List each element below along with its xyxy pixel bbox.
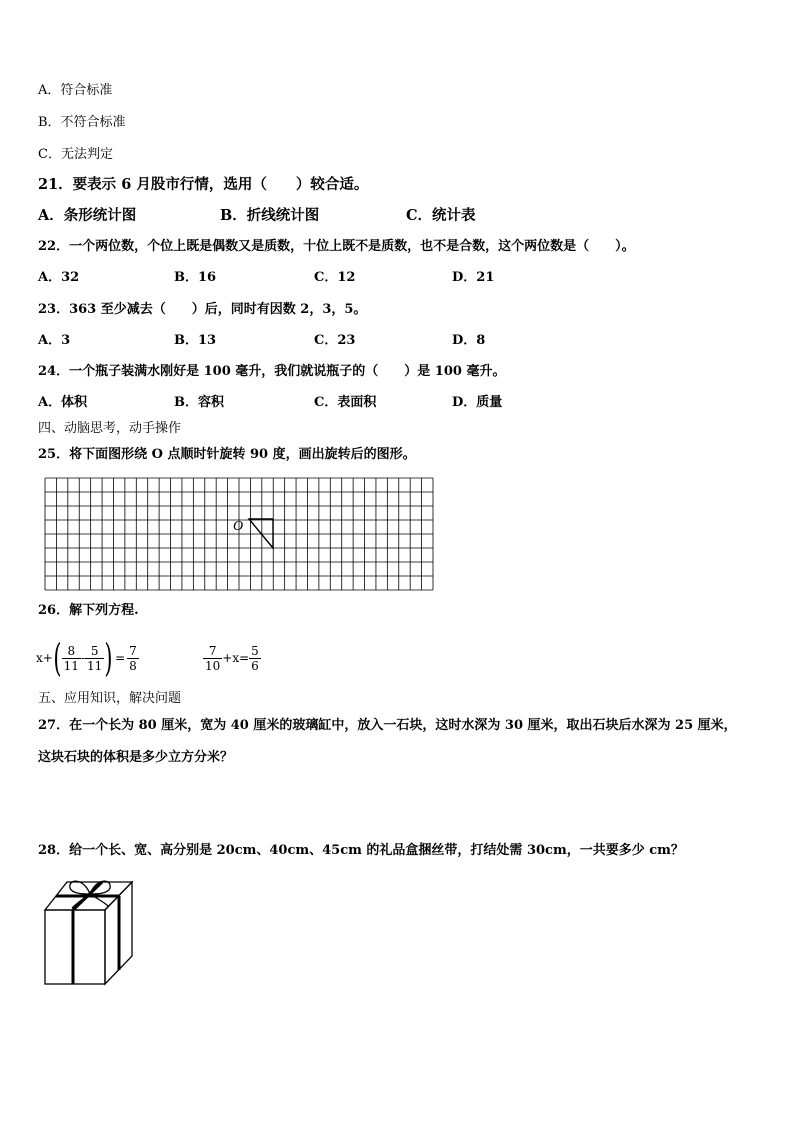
eq2-fraction-a — [203, 644, 222, 673]
q21-option-c: C．统计表 — [406, 207, 476, 224]
q21-question: 21．要表示 6 月股市行情，选用（ ）较合适。 — [38, 176, 369, 193]
eq2-result-numerator: 5 — [251, 643, 259, 658]
eq2-result-denominator: 6 — [251, 658, 259, 673]
gift-box-illustration — [40, 872, 136, 988]
eq1-b-denominator: 11 — [87, 658, 103, 673]
eq2-plus-x-equals: +x= — [222, 651, 250, 665]
q22-option-d: D．21 — [452, 270, 495, 285]
eq2-a-numerator: 7 — [203, 644, 222, 659]
q23-question: 23．363 至少减去（ ）后，同时有因数 2，3，5。 — [38, 302, 367, 317]
eq1-a-denominator: 11 — [63, 658, 79, 673]
section-5-heading: 五、应用知识，解决问题 — [38, 691, 182, 706]
eq1-fraction-b — [85, 644, 104, 673]
q20-option-b: B．不符合标准 — [38, 115, 126, 130]
q22-option-b: B．16 — [174, 270, 217, 285]
q24-option-c: C．表面积 — [314, 395, 377, 410]
eq1-fraction-result — [127, 644, 139, 673]
eq2-a-denominator: 10 — [205, 658, 221, 673]
q20-option-a: A．符合标准 — [38, 83, 113, 98]
q25-point-o-label: O — [233, 519, 244, 534]
q28-question: 28．给一个长、宽、高分别是 20cm、40cm、45cm 的礼品盒捆丝带，打结处需 30cm，一共要多少 cm？ — [38, 843, 684, 858]
q26-question: 26．解下列方程. — [38, 603, 139, 618]
q21-option-a: A．条形统计图 — [38, 207, 137, 224]
eq1-fraction-a — [62, 644, 81, 673]
eq1-b-numerator: 5 — [85, 644, 104, 659]
section-4-heading: 四、动脑思考，动手操作 — [38, 421, 182, 436]
q27-question-line-2: 这块石块的体积是多少立方分米？ — [38, 750, 234, 765]
q25-question: 25．将下面图形绕 O 点顺时针旋转 90 度，画出旋转后的图形。 — [38, 447, 416, 462]
eq1-left-paren: ( — [53, 636, 62, 680]
equation-2 — [203, 636, 261, 680]
q24-option-b: B．容积 — [174, 395, 224, 410]
q24-question: 24．一个瓶子装满水刚好是 100 毫升，我们就说瓶子的（ ）是 100 毫升。 — [38, 364, 506, 379]
q22-option-c: C．12 — [314, 270, 356, 285]
q23-option-d: D．8 — [452, 333, 486, 348]
equation-1 — [36, 636, 139, 680]
eq1-minus: - — [80, 651, 85, 665]
q25-grid — [44, 477, 434, 591]
q25-triangle — [249, 519, 273, 548]
eq1-equals: = — [115, 651, 126, 665]
eq1-result-numerator: 7 — [129, 643, 137, 658]
q20-option-c: C．无法判定 — [38, 147, 113, 162]
eq1-a-numerator: 8 — [62, 644, 81, 659]
q24-option-a: A．体积 — [38, 395, 88, 410]
eq2-fraction-result — [249, 644, 261, 673]
q27-question-line-1: 27．在一个长为 80 厘米，宽为 40 厘米的玻璃缸中，放入一石块，这时水深为 30 厘米，取出石块后水深为 25 厘米， — [38, 718, 737, 733]
eq1-prefix: x+ — [36, 651, 53, 665]
eq1-right-paren: ) — [104, 636, 113, 680]
q23-option-c: C．23 — [314, 333, 356, 348]
q23-option-b: B．13 — [174, 333, 217, 348]
q22-question: 22．一个两位数，个位上既是偶数又是质数，十位上既不是质数，也不是合数，这个两位数是（ ）。 — [38, 239, 635, 254]
eq1-result-denominator: 8 — [129, 658, 137, 673]
q24-option-d: D．质量 — [452, 395, 503, 410]
q22-option-a: A．32 — [38, 270, 80, 285]
q23-option-a: A．3 — [38, 333, 71, 348]
q21-option-b: B．折线统计图 — [220, 207, 320, 224]
